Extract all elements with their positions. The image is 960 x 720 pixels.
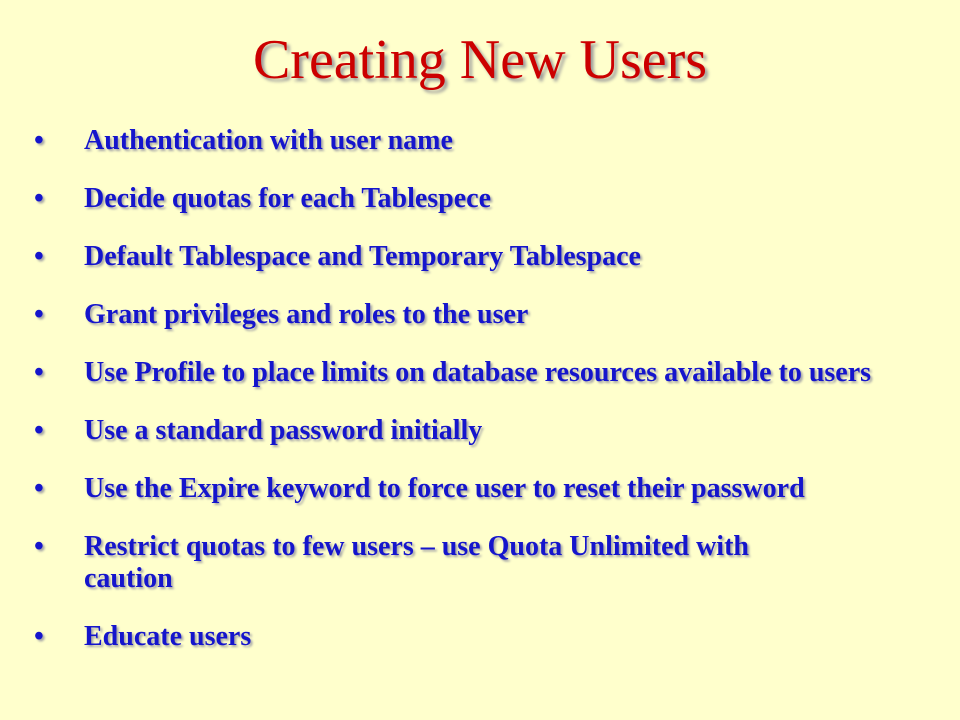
bullet-item-default-tablespace [30,241,950,273]
bullet-icon: • [34,473,44,504]
bullet-icon: • [34,183,44,214]
bullet-item-expire-keyword [30,473,950,505]
bullet-text: Authentication with user name [84,125,453,156]
bullet-item-educate-users [30,621,950,653]
bullet-icon: • [34,299,44,330]
bullet-list [30,125,950,679]
bullet-text: Decide quotas for each Tablespece [84,183,492,214]
bullet-icon: • [34,357,44,388]
bullet-item-authentication [30,125,950,157]
bullet-icon: • [34,125,44,156]
bullet-icon: • [34,415,44,446]
bullet-text: Use Profile to place limits on database resources available to users [84,357,872,388]
bullet-text: Default Tablespace and Temporary Tablespace [84,241,641,272]
bullet-text: Restrict quotas to few users – use Quota Unlimited with caution [84,531,749,594]
bullet-item-restrict-quotas [30,531,844,595]
bullet-text: Use the Expire keyword to force user to reset their password [84,473,805,504]
slide-title: Creating New Users [252,29,708,91]
bullet-icon: • [34,531,44,562]
bullet-text: Educate users [84,621,252,652]
bullet-text: Use a standard password initially [84,415,483,446]
bullet-item-grant-privileges [30,299,950,331]
bullet-item-profile-limits [30,357,950,389]
bullet-icon: • [34,621,44,652]
bullet-icon: • [34,241,44,272]
bullet-item-quotas [30,183,950,215]
bullet-item-standard-password [30,415,950,447]
bullet-text: Grant privileges and roles to the user [84,299,529,330]
